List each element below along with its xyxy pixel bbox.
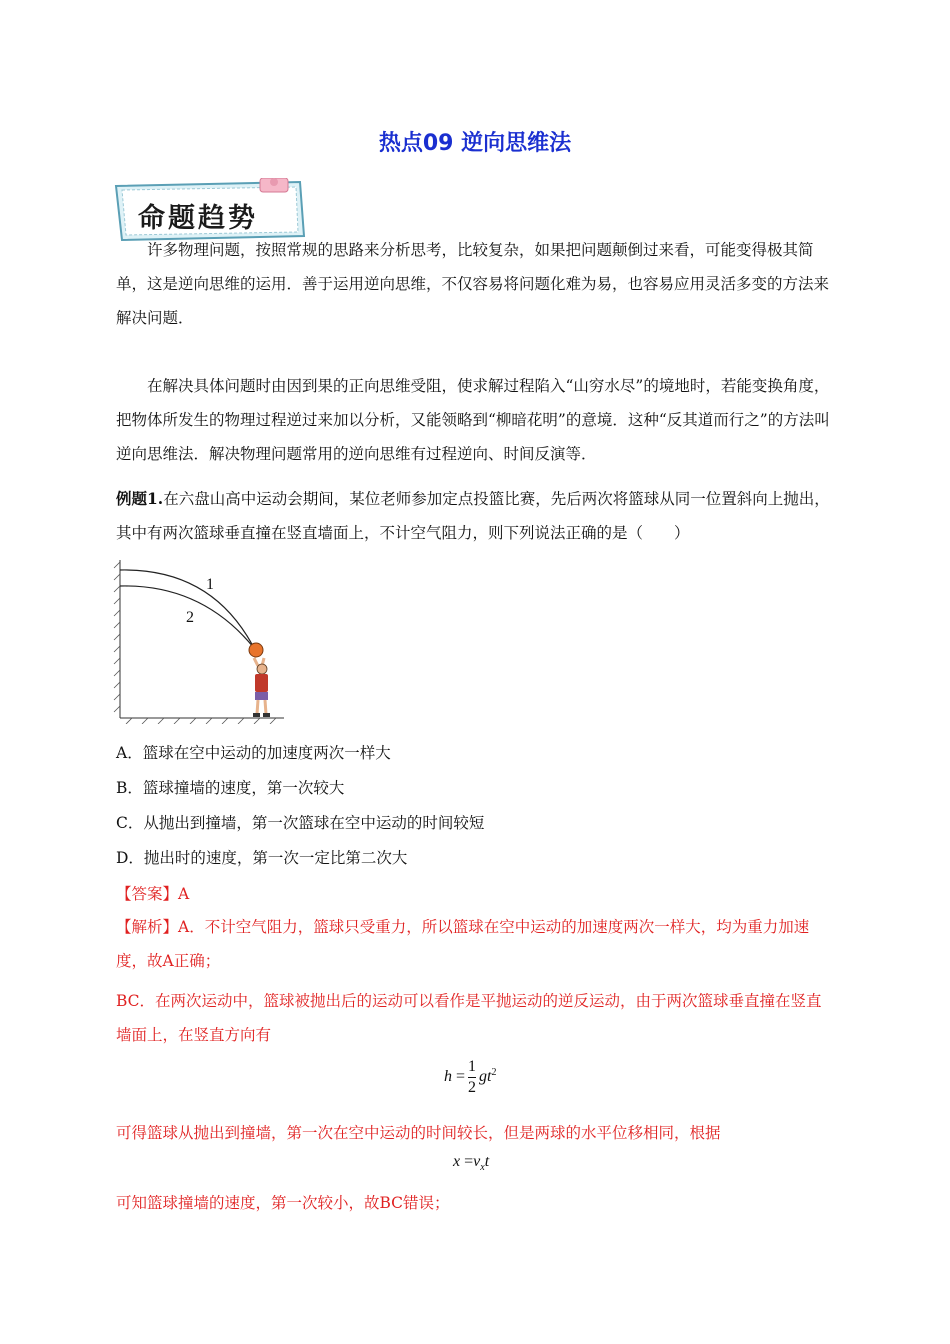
trajectory-1-label: 1 [206, 576, 214, 593]
answer [116, 882, 189, 906]
analysis-a-text: A．不计空气阻力，篮球只受重力，所以篮球在空中运动的加速度两次一样大，均为重力加速度，故A正确； [116, 918, 810, 970]
analysis-end: 可知篮球撞墙的速度，第一次较小，故BC错误； [116, 1194, 450, 1212]
example-label: 例题1. [116, 489, 164, 508]
fraction-half: $\frac{1}{2}$ [468, 1058, 477, 1096]
analysis-a [116, 910, 834, 978]
answer-value: A [178, 885, 190, 903]
analysis-mid: 可得篮球从抛出到撞墙，第一次在空中运动的时间较长，但是两球的水平位移相同，根据 [116, 1124, 721, 1142]
example-question [116, 482, 834, 550]
answer-tag: 【答案】 [116, 885, 179, 903]
basketball-icon [249, 643, 263, 657]
basketball-figure [112, 558, 292, 724]
example-text: 在六盘山高中运动会期间，某位老师参加定点投篮比赛，先后两次将篮球从同一位置斜向上抛出，其中有两次篮球垂直撞在竖直墙面上，不计空气阻力，则下列说法正确的是（ ） [116, 490, 830, 542]
player-icon [253, 658, 270, 717]
trajectory-2-label: 2 [186, 609, 194, 626]
analysis-bc: BC．在两次运动中，篮球被抛出后的运动可以看作是平抛运动的逆反运动，由于两次篮球垂直撞在竖直墙面上，在竖直方向有 [116, 992, 822, 1044]
page-title: 热点09 逆向思维法 [378, 131, 572, 156]
intro-paragraph-1: 许多物理问题，按照常规的思路来分析思考，比较复杂，如果把问题颠倒过来看，可能变得极其简单，这是逆向思维的运用．善于运用逆向思维，不仅容易将问题化难为易，也容易应用灵活多变的方法来解决问题． [116, 241, 830, 327]
formula-x: $x =v_xt$ [453, 1153, 490, 1174]
option-a: A．篮球在空中运动的加速度两次一样大 [116, 744, 391, 762]
option-b: B．篮球撞墙的速度，第一次较大 [116, 779, 345, 797]
intro-paragraph-2: 在解决具体问题时由因到果的正向思维受阻，使求解过程陷入“山穷水尽”的境地时，若能变换角度，把物体所发生的物理过程逆过来加以分析，又能领略到“柳暗花明”的意境．这种“反其道而行之”的方法叫逆向思维法．解决物理问题常用的逆向思维有过程逆向、时间反演等． [116, 377, 830, 463]
formula-h: h = $\frac{1}{2}$ $gt^2$ [444, 1058, 497, 1096]
section-banner-label: 命题趋势 [138, 203, 258, 234]
analysis-tag: 【解析】 [116, 918, 179, 936]
option-c: C．从抛出到撞墙，第一次篮球在空中运动的时间较短 [116, 814, 485, 832]
option-d: D．抛出时的速度，第一次一定比第二次大 [116, 849, 408, 867]
